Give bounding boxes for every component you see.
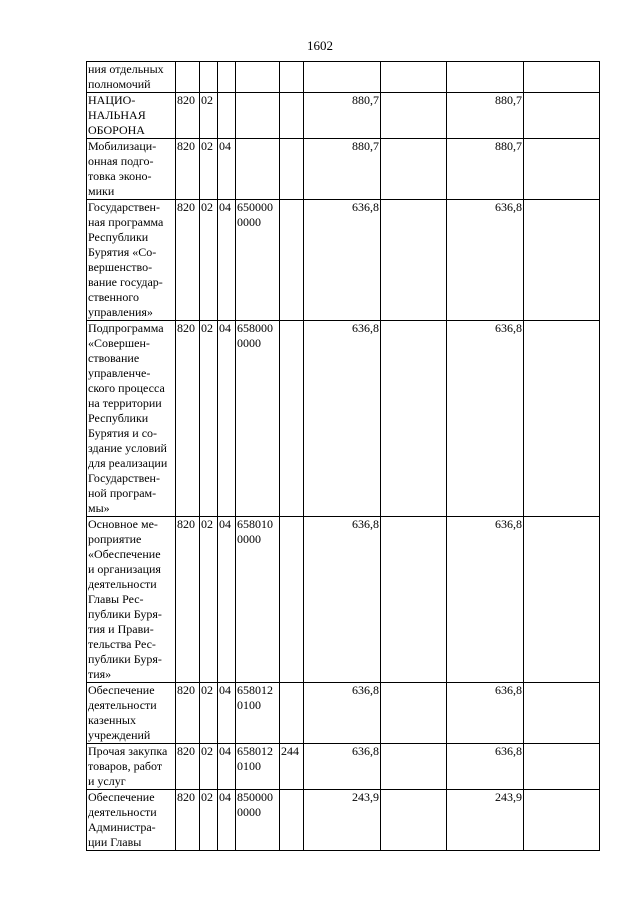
row-sum2-cell: [381, 200, 447, 321]
row-sum1-cell: [304, 139, 381, 200]
row-sum2-cell: [381, 517, 447, 683]
row-sum3-cell: [447, 139, 524, 200]
row-sum2-cell: [381, 683, 447, 744]
row-csr-cell: [236, 321, 280, 517]
row-name-line: тельства Рес-: [88, 637, 156, 651]
row-name-line: ОБОРОНА: [88, 123, 145, 137]
row-sum1-cell: [304, 200, 381, 321]
row-name-line: учреждений: [88, 728, 151, 742]
row-sum1-cell: [304, 683, 381, 744]
row-name-line: ная программа: [88, 215, 164, 229]
row-name-line: товка эконо-: [88, 169, 152, 183]
row-name-line: полномочий: [88, 77, 151, 91]
row-rz-value: 02: [201, 321, 213, 335]
row-pr-cell: [218, 62, 236, 93]
row-name-line: деятельности: [88, 577, 157, 591]
row-gr-value: 820: [177, 744, 195, 758]
row-sum1-cell: [304, 62, 381, 93]
row-sum4-cell: [524, 744, 600, 790]
row-sum2-cell: [381, 93, 447, 139]
row-sum1-value: 880,7: [352, 139, 379, 153]
row-name-line: НАЦИО-: [88, 93, 136, 107]
row-name-line: казенных: [88, 713, 136, 727]
row-sum3-cell: [447, 62, 524, 93]
row-name-line: публики Буря-: [88, 652, 162, 666]
row-name-cell: [87, 517, 176, 683]
table-row: [87, 517, 600, 683]
row-rz-cell: [200, 683, 218, 744]
row-sum3-cell: [447, 744, 524, 790]
row-name-line: Республики: [88, 230, 149, 244]
row-gr-value: 820: [177, 93, 195, 107]
row-pr-cell: [218, 683, 236, 744]
row-pr-value: 04: [219, 321, 231, 335]
row-sum3-value: 636,8: [495, 744, 522, 758]
row-name-line: ствование: [88, 351, 140, 365]
row-rz-value: 02: [201, 93, 213, 107]
row-name-line: на территории: [88, 396, 162, 410]
row-rz-cell: [200, 744, 218, 790]
row-name-line: «Совершен-: [88, 336, 150, 350]
row-name-cell: [87, 744, 176, 790]
row-gr-cell: [176, 517, 200, 683]
row-rz-cell: [200, 93, 218, 139]
row-pr-value: 04: [219, 200, 231, 214]
row-csr-cell: [236, 139, 280, 200]
row-name-line: Бурятия «Со-: [88, 245, 157, 259]
row-sum3-cell: [447, 93, 524, 139]
row-name-line: деятельности: [88, 805, 157, 819]
row-name-line: вание государ-: [88, 275, 163, 289]
row-gr-value: 820: [177, 517, 195, 531]
table-body: [87, 62, 600, 851]
table-row: [87, 321, 600, 517]
row-rz-cell: [200, 139, 218, 200]
row-name-cell: [87, 683, 176, 744]
row-csr-code: 650000 0000: [237, 200, 273, 229]
table-row: [87, 790, 600, 851]
row-name-line: Республики: [88, 411, 149, 425]
row-sum3-value: 636,8: [495, 517, 522, 531]
row-sum1-cell: [304, 321, 381, 517]
row-name-line: «Обеспечение: [88, 547, 161, 561]
row-sum4-cell: [524, 200, 600, 321]
row-csr-cell: [236, 744, 280, 790]
row-name-line: ского процесса: [88, 381, 165, 395]
row-sum1-value: 636,8: [352, 744, 379, 758]
row-sum2-cell: [381, 139, 447, 200]
row-rz-value: 02: [201, 200, 213, 214]
row-name-line: роприятие: [88, 532, 142, 546]
row-name-line: управленче-: [88, 366, 151, 380]
row-sum1-cell: [304, 517, 381, 683]
table-row: [87, 744, 600, 790]
row-gr-value: 820: [177, 683, 195, 697]
page-number: 1602: [307, 38, 333, 53]
row-rz-value: 02: [201, 744, 213, 758]
row-name-line: Бурятия и со-: [88, 426, 158, 440]
row-pr-cell: [218, 744, 236, 790]
row-gr-value: 820: [177, 200, 195, 214]
row-sum3-value: 880,7: [495, 139, 522, 153]
row-vr-cell: [280, 683, 304, 744]
row-csr-cell: [236, 517, 280, 683]
row-sum3-cell: [447, 790, 524, 851]
row-sum4-cell: [524, 321, 600, 517]
row-pr-value: 04: [219, 139, 231, 153]
row-name-line: Обеспечение: [88, 683, 155, 697]
row-csr-cell: [236, 62, 280, 93]
row-gr-cell: [176, 139, 200, 200]
row-rz-cell: [200, 517, 218, 683]
row-rz-value: 02: [201, 517, 213, 531]
table-row: [87, 683, 600, 744]
row-sum4-cell: [524, 683, 600, 744]
row-sum1-cell: [304, 93, 381, 139]
row-sum3-cell: [447, 321, 524, 517]
row-sum1-value: 636,8: [352, 683, 379, 697]
row-vr-cell: [280, 200, 304, 321]
row-name-line: деятельности: [88, 698, 157, 712]
row-vr-cell: [280, 321, 304, 517]
row-name-line: НАЛЬНАЯ: [88, 108, 146, 122]
row-csr-cell: [236, 683, 280, 744]
row-rz-cell: [200, 790, 218, 851]
row-vr-cell: [280, 62, 304, 93]
row-name-line: и услуг: [88, 774, 126, 788]
row-name-line: и организация: [88, 562, 161, 576]
row-pr-cell: [218, 517, 236, 683]
row-csr-code: 658010 0000: [237, 517, 273, 546]
row-name-cell: [87, 200, 176, 321]
row-sum1-value: 243,9: [352, 790, 379, 804]
row-gr-cell: [176, 200, 200, 321]
row-name-line: ственного: [88, 290, 139, 304]
row-vr-cell: [280, 93, 304, 139]
row-sum2-cell: [381, 790, 447, 851]
row-csr-cell: [236, 200, 280, 321]
row-name-cell: [87, 790, 176, 851]
row-sum1-value: 636,8: [352, 517, 379, 531]
row-name-line: мы»: [88, 501, 110, 515]
row-name-line: для реализации: [88, 456, 168, 470]
row-sum1-cell: [304, 790, 381, 851]
row-name-cell: [87, 139, 176, 200]
row-sum3-value: 636,8: [495, 321, 522, 335]
row-csr-cell: [236, 790, 280, 851]
row-sum3-value: 243,9: [495, 790, 522, 804]
row-name-line: онная подго-: [88, 154, 154, 168]
row-name-line: товаров, работ: [88, 759, 163, 773]
row-gr-cell: [176, 62, 200, 93]
row-sum3-value: 880,7: [495, 93, 522, 107]
row-gr-cell: [176, 93, 200, 139]
row-gr-value: 820: [177, 139, 195, 153]
row-name-cell: [87, 321, 176, 517]
row-rz-cell: [200, 321, 218, 517]
row-rz-cell: [200, 200, 218, 321]
table-row: [87, 200, 600, 321]
row-sum2-cell: [381, 321, 447, 517]
row-csr-code: 658000 0000: [237, 321, 273, 350]
row-sum4-cell: [524, 93, 600, 139]
row-name-line: здание условий: [88, 441, 167, 455]
row-name-line: Государствен-: [88, 471, 160, 485]
row-vr-cell: [280, 139, 304, 200]
row-sum3-value: 636,8: [495, 683, 522, 697]
row-name-line: Подпрограмма: [88, 321, 164, 335]
row-name-line: Обеспечение: [88, 790, 155, 804]
row-name-line: ции Главы: [88, 835, 142, 849]
row-sum4-cell: [524, 62, 600, 93]
row-name-cell: [87, 62, 176, 93]
table-row: [87, 93, 600, 139]
row-sum2-cell: [381, 744, 447, 790]
row-name-line: ной програм-: [88, 486, 157, 500]
row-sum4-cell: [524, 139, 600, 200]
row-vr-cell: [280, 790, 304, 851]
row-gr-cell: [176, 744, 200, 790]
table-row: [87, 62, 600, 93]
row-pr-value: 04: [219, 517, 231, 531]
row-pr-cell: [218, 200, 236, 321]
row-gr-value: 820: [177, 321, 195, 335]
row-sum3-cell: [447, 517, 524, 683]
row-vr-cell: [280, 744, 304, 790]
row-sum1-cell: [304, 744, 381, 790]
row-pr-cell: [218, 321, 236, 517]
row-name-line: мики: [88, 184, 115, 198]
row-pr-value: 04: [219, 683, 231, 697]
row-name-line: управления»: [88, 305, 153, 319]
row-sum4-cell: [524, 517, 600, 683]
row-pr-value: 04: [219, 744, 231, 758]
row-gr-cell: [176, 790, 200, 851]
row-pr-cell: [218, 139, 236, 200]
row-name-line: Основное ме-: [88, 517, 158, 531]
row-csr-code: 658012 0100: [237, 744, 273, 773]
row-sum1-value: 636,8: [352, 321, 379, 335]
budget-table: [86, 61, 600, 851]
row-name-line: Прочая закупка: [88, 744, 168, 758]
row-name-line: тия»: [88, 667, 112, 681]
row-vr-cell: [280, 517, 304, 683]
row-name-line: ния отдельных: [88, 62, 164, 76]
row-pr-cell: [218, 790, 236, 851]
row-sum3-cell: [447, 683, 524, 744]
row-name-cell: [87, 93, 176, 139]
row-name-line: вершенство-: [88, 260, 153, 274]
row-name-line: Мобилизаци-: [88, 139, 157, 153]
row-rz-value: 02: [201, 683, 213, 697]
row-csr-code: 658012 0100: [237, 683, 273, 712]
row-gr-cell: [176, 321, 200, 517]
row-rz-value: 02: [201, 790, 213, 804]
row-sum4-cell: [524, 790, 600, 851]
row-sum1-value: 636,8: [352, 200, 379, 214]
row-sum3-cell: [447, 200, 524, 321]
row-sum2-cell: [381, 62, 447, 93]
row-gr-value: 820: [177, 790, 195, 804]
row-name-line: Администра-: [88, 820, 156, 834]
row-pr-value: 04: [219, 790, 231, 804]
row-name-line: тия и Прави-: [88, 622, 154, 636]
row-pr-cell: [218, 93, 236, 139]
row-sum1-value: 880,7: [352, 93, 379, 107]
row-name-line: Государствен-: [88, 200, 160, 214]
row-gr-cell: [176, 683, 200, 744]
row-rz-value: 02: [201, 139, 213, 153]
row-sum3-value: 636,8: [495, 200, 522, 214]
row-rz-cell: [200, 62, 218, 93]
row-name-line: публики Буря-: [88, 607, 162, 621]
row-vr-value: 244: [281, 744, 299, 758]
table-row: [87, 139, 600, 200]
row-csr-code: 850000 0000: [237, 790, 273, 819]
row-name-line: Главы Рес-: [88, 592, 144, 606]
row-csr-cell: [236, 93, 280, 139]
